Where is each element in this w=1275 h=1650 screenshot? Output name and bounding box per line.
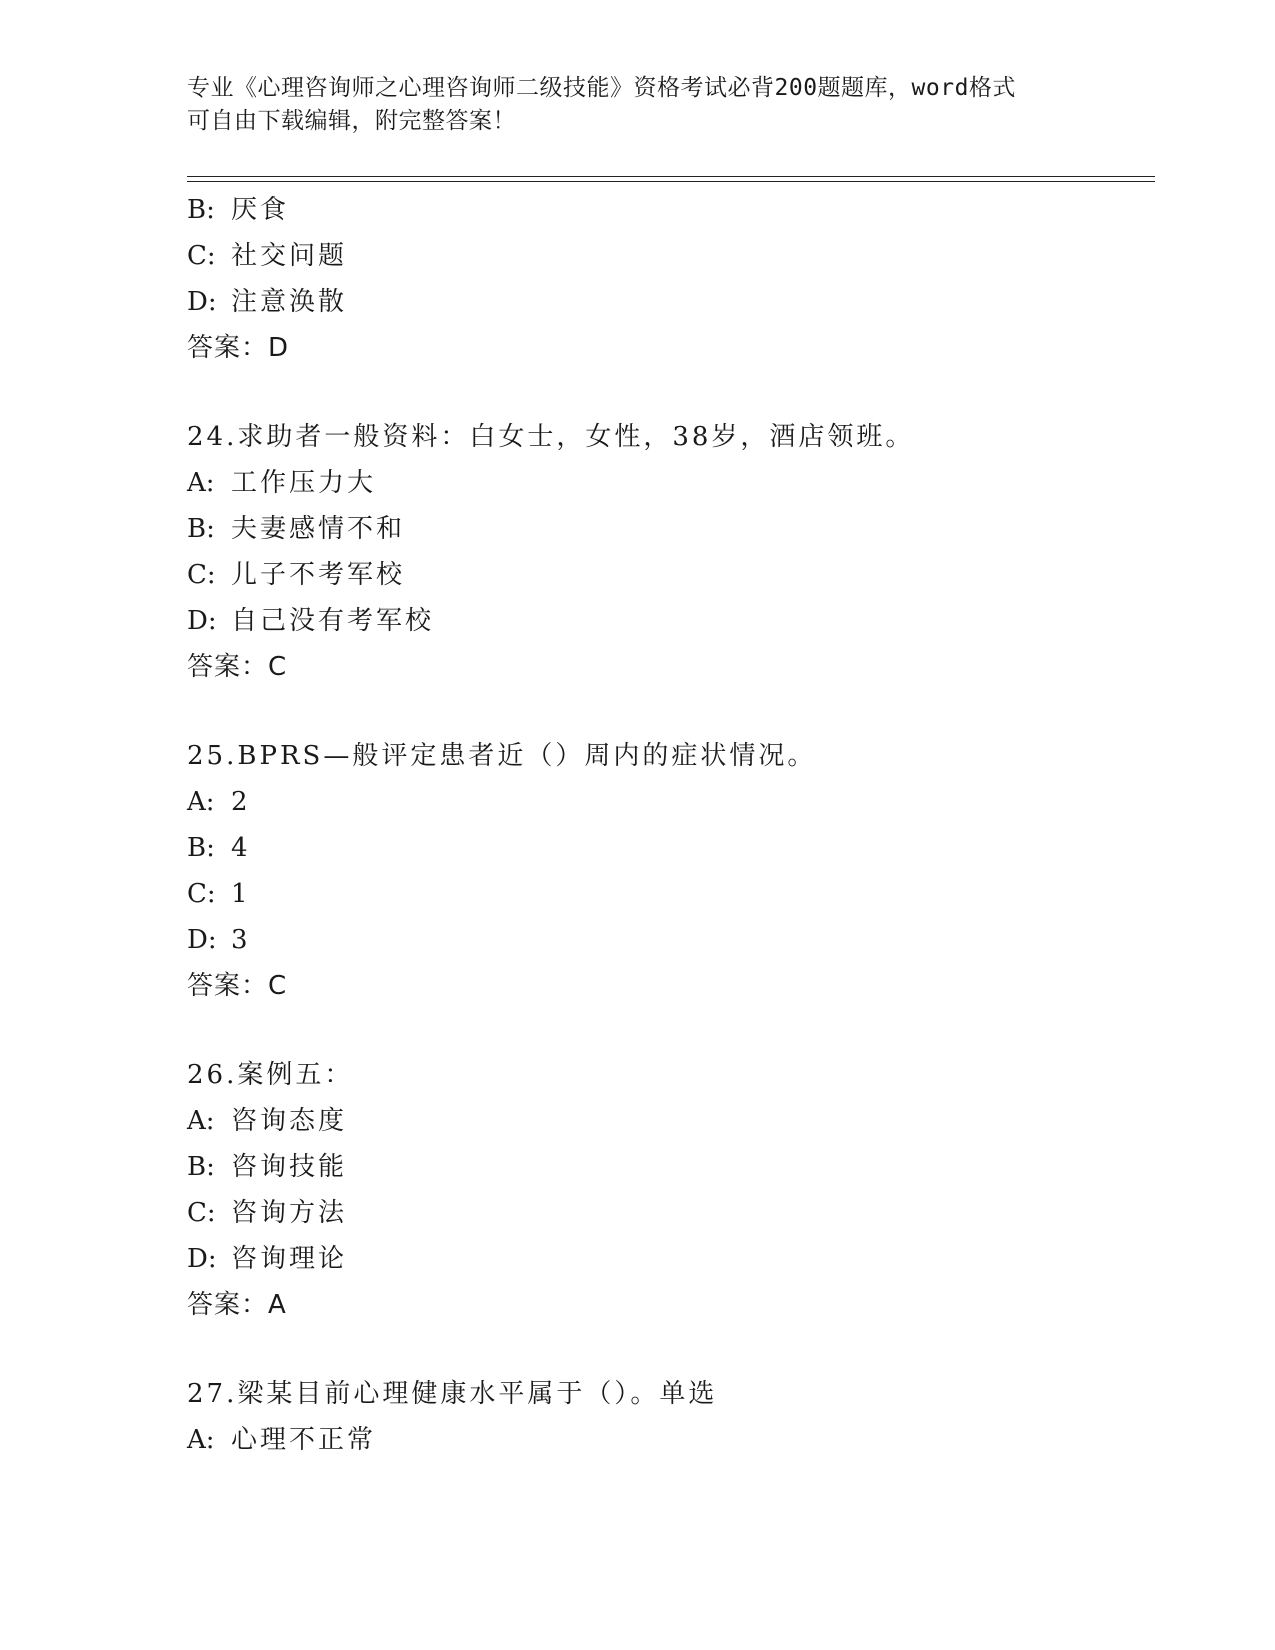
option-letter: B:	[187, 833, 215, 863]
option-text: 3	[231, 925, 251, 955]
option-c	[187, 1190, 1155, 1236]
option-text: 咨询方法	[231, 1198, 348, 1228]
option-text: 心理不正常	[231, 1425, 377, 1455]
option-b	[187, 187, 1155, 233]
document-header	[187, 72, 1087, 138]
option-c	[187, 233, 1155, 279]
option-letter: D:	[187, 287, 217, 317]
option-text: 工作压力大	[231, 468, 377, 498]
option-letter: B:	[187, 195, 215, 225]
option-d	[187, 598, 1155, 644]
question-block	[187, 414, 1155, 690]
option-text: 咨询态度	[231, 1106, 348, 1136]
question-block	[187, 733, 1155, 1009]
option-text: 咨询技能	[231, 1152, 348, 1182]
option-a	[187, 460, 1155, 506]
question-block	[187, 1052, 1155, 1328]
answer-line: 答案：C	[187, 971, 288, 1001]
option-text: 社交问题	[231, 241, 348, 271]
answer-line: 答案：D	[187, 333, 290, 363]
option-letter: C:	[187, 879, 216, 909]
option-a	[187, 1417, 1155, 1463]
option-letter: A:	[187, 1106, 215, 1136]
option-b	[187, 825, 1155, 871]
option-letter: B:	[187, 1152, 215, 1182]
question-text: 26.案例五：	[187, 1060, 354, 1090]
answer-line: 答案：C	[187, 652, 288, 682]
option-text: 自己没有考军校	[231, 606, 435, 636]
option-d	[187, 917, 1155, 963]
option-a	[187, 779, 1155, 825]
option-letter: A:	[187, 787, 215, 817]
question-list	[187, 187, 1155, 1463]
header-line-2: 可自由下载编辑，附完整答案！	[187, 108, 516, 134]
option-text: 4	[231, 833, 251, 863]
option-text: 儿子不考军校	[231, 560, 406, 590]
option-a	[187, 1098, 1155, 1144]
option-letter: C:	[187, 1198, 216, 1228]
option-text: 厌食	[231, 195, 290, 225]
option-letter: D:	[187, 925, 217, 955]
option-d	[187, 279, 1155, 325]
header-divider-top	[187, 176, 1155, 177]
question-text: 27.梁某目前心理健康水平属于（）。单选	[187, 1379, 718, 1409]
question-block	[187, 1371, 1155, 1463]
option-letter: D:	[187, 1244, 217, 1274]
answer-line: 答案：A	[187, 1290, 287, 1320]
option-b	[187, 506, 1155, 552]
option-c	[187, 871, 1155, 917]
option-text: 2	[231, 787, 251, 817]
question-text: 24.求助者一般资料：白女士，女性，38岁，酒店领班。	[187, 422, 915, 452]
option-text: 咨询理论	[231, 1244, 348, 1274]
question-block	[187, 187, 1155, 371]
option-letter: A:	[187, 1425, 215, 1455]
option-letter: A:	[187, 468, 215, 498]
option-text: 注意涣散	[231, 287, 348, 317]
option-c	[187, 552, 1155, 598]
option-letter: D:	[187, 606, 217, 636]
option-text: 夫妻感情不和	[231, 514, 406, 544]
header-line-1: 专业《心理咨询师之心理咨询师二级技能》资格考试必背200题题库，word格式	[187, 75, 1016, 101]
question-text: 25.BPRS—般评定患者近（）周内的症状情况。	[187, 741, 817, 771]
option-letter: C:	[187, 241, 216, 271]
header-divider-bottom	[187, 181, 1155, 182]
option-d	[187, 1236, 1155, 1282]
option-letter: B:	[187, 514, 215, 544]
option-letter: C:	[187, 560, 216, 590]
option-b	[187, 1144, 1155, 1190]
option-text: 1	[231, 879, 251, 909]
